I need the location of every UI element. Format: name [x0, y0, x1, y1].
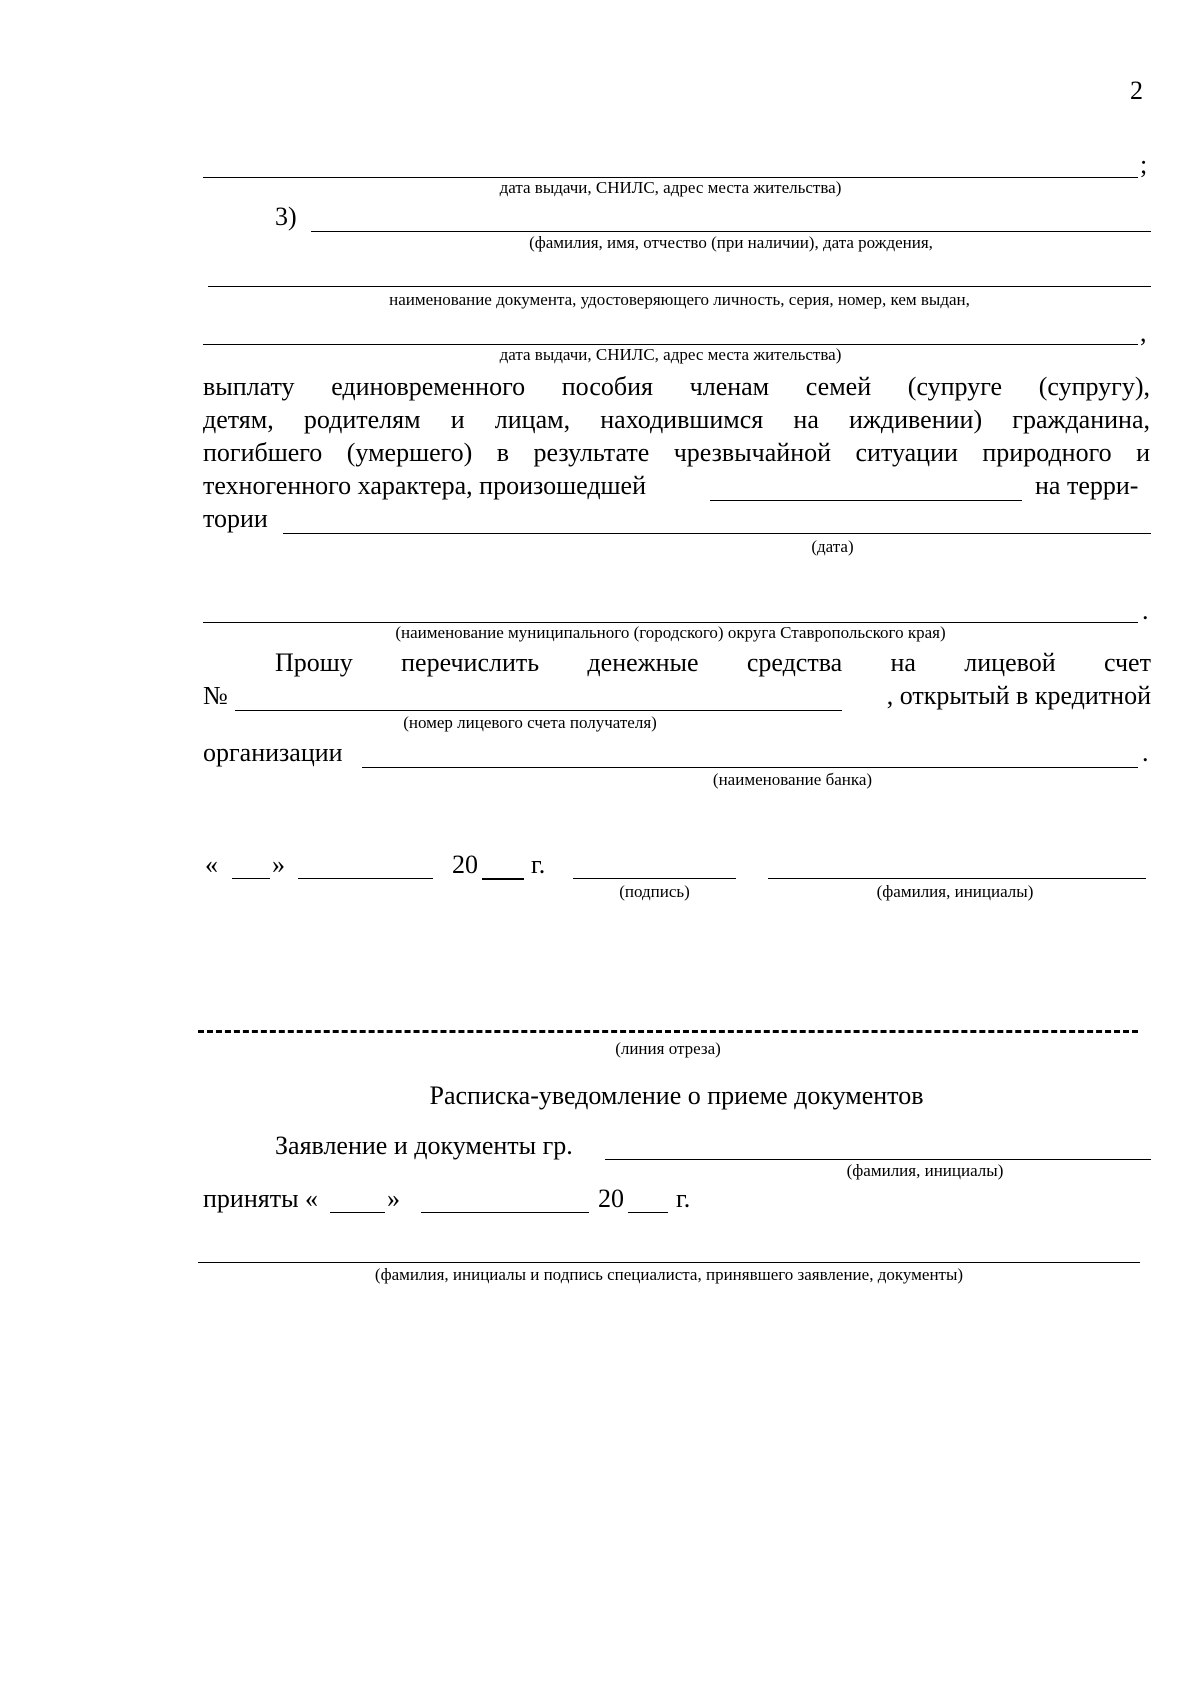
signer-name-line[interactable] — [768, 878, 1146, 879]
request-line-2-end: , открытый в кредитной — [886, 681, 1151, 710]
caption-fio-birthdate: (фамилия, имя, отчество (при наличии), дата рождения, — [529, 233, 933, 252]
caption-date: (дата) — [811, 537, 854, 556]
name-birthdate-line-3[interactable] — [311, 231, 1151, 232]
paragraph-line-1: выплату единовременного пособия членам семей (супруге (супругу), — [203, 372, 1150, 401]
word-5: на — [890, 648, 916, 677]
receipt-year-suffix: г. — [676, 1184, 691, 1213]
statement-label: Заявление и документы гр. — [275, 1131, 573, 1160]
year-suffix: г. — [531, 850, 546, 879]
paragraph-line-3: погибшего (умершего) в результате чрезвычайной ситуации природного и — [203, 438, 1150, 467]
number-sign: № — [203, 681, 228, 710]
request-line-1 — [275, 648, 1151, 678]
receipt-day-line[interactable] — [330, 1212, 385, 1213]
word-4: средства — [746, 648, 843, 677]
receipt-quote-close: » — [387, 1184, 400, 1213]
cut-line — [198, 1030, 1138, 1033]
word-1: Прошу — [275, 648, 353, 677]
end-period-bank: . — [1142, 738, 1149, 767]
accepted-label: приняты « — [203, 1184, 319, 1213]
organization-label: организации — [203, 738, 343, 767]
incident-date-line[interactable] — [710, 500, 1022, 501]
paragraph-line-4-start: техногенного характера, произошедшей — [203, 471, 647, 500]
caption-applicant-name: (фамилия, инициалы) — [846, 1161, 1004, 1180]
caption-account-number: (номер лицевого счета получателя) — [403, 713, 657, 732]
date-quote-open: « — [205, 850, 218, 879]
caption-bank: (наименование банка) — [712, 770, 873, 789]
item-number-3: 3) — [275, 202, 297, 231]
receipt-title: Расписка-уведомление о приеме документов — [429, 1081, 924, 1110]
caption-cut-line: (линия отреза) — [615, 1039, 721, 1058]
caption-issue-date-snils-address-3: дата выдачи, СНИЛС, адрес места жительства) — [499, 345, 842, 364]
caption-specialist: (фамилия, инициалы и подпись специалиста, принявшего заявление, документы) — [374, 1265, 964, 1284]
word-7: счет — [1103, 648, 1151, 677]
year-line[interactable] — [482, 878, 524, 880]
identity-document-line-3[interactable] — [208, 286, 1151, 287]
receipt-month-line[interactable] — [421, 1212, 589, 1213]
receipt-year-prefix: 20 — [598, 1184, 624, 1213]
caption-signature: (подпись) — [619, 882, 690, 901]
year-prefix: 20 — [452, 850, 478, 879]
caption-signer-name: (фамилия, инициалы) — [876, 882, 1034, 901]
page-number: 2 — [1130, 76, 1143, 105]
applicant-name-line[interactable] — [605, 1159, 1151, 1160]
month-line[interactable] — [298, 878, 433, 879]
end-period-municipality: . — [1142, 596, 1149, 625]
word-6: лицевой — [964, 648, 1056, 677]
paragraph-line-4-end: на терри- — [1035, 471, 1139, 500]
caption-issue-date-snils-address: дата выдачи, СНИЛС, адрес места жительства) — [499, 178, 842, 197]
paragraph-line-2: детям, родителям и лицам, находившимся на иждивении) гражданина, — [203, 405, 1150, 434]
caption-municipality: (наименование муниципального (городского) округа Ставропольского края) — [395, 623, 946, 642]
account-number-line[interactable] — [235, 710, 842, 711]
paragraph-line-5-start: тории — [203, 504, 268, 533]
day-line[interactable] — [232, 878, 270, 879]
territory-line[interactable] — [283, 533, 1151, 534]
end-comma: , — [1140, 318, 1147, 347]
word-2: перечислить — [401, 648, 540, 677]
specialist-line[interactable] — [198, 1262, 1140, 1263]
end-semicolon: ; — [1140, 150, 1148, 179]
date-quote-close: » — [272, 850, 285, 879]
word-3: денежные — [587, 648, 699, 677]
receipt-year-line[interactable] — [628, 1212, 668, 1213]
signature-line[interactable] — [573, 878, 736, 879]
bank-name-line[interactable] — [362, 767, 1138, 768]
caption-identity-document: наименование документа, удостоверяющего личность, серия, номер, кем выдан, — [389, 290, 970, 309]
